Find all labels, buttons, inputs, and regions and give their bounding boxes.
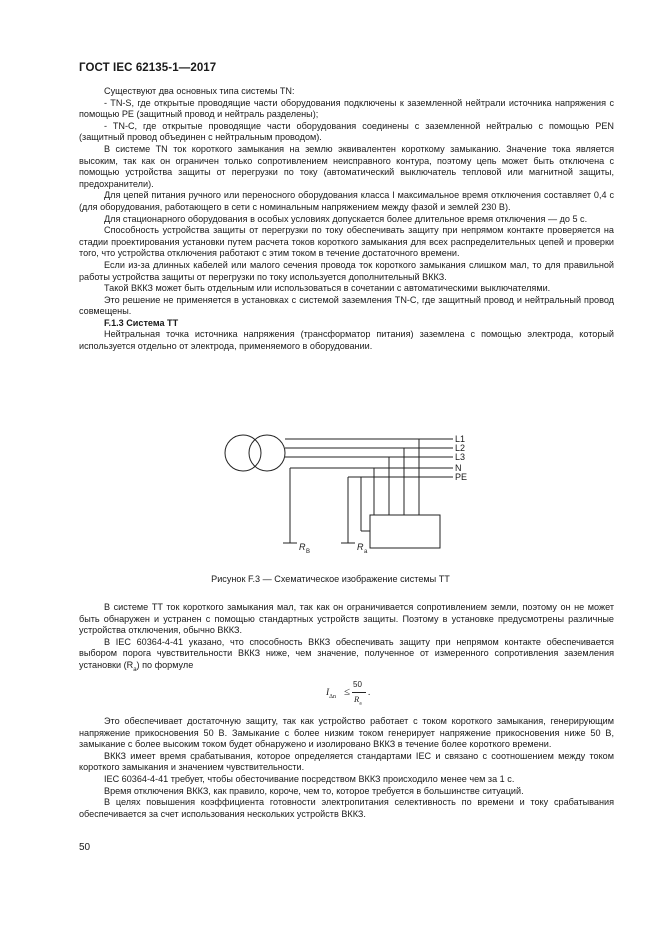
paragraph: В IEC 60364-4-41 указано, что способность ВККЗ обеспечивать защиту при непрямом контакте обеспечивается выбором порога чувствительности ВККЗ ниже, чем значение, полученное от измеренного сопротивления заземления установки $(R_a)$ по формуле [79, 636, 614, 673]
label-rb: R [299, 542, 306, 552]
paragraph: IEC 60364-4-41 требует, чтобы обесточивание посредством ВККЗ происходило менее чем за 1 с. [104, 773, 515, 784]
text-block-3 [79, 716, 614, 820]
section-heading: F.1.3 Система TT [104, 317, 179, 328]
formula-fraction-bar [352, 692, 366, 693]
equipment-enclosure [370, 515, 440, 548]
formula-le-sign: ≤ [344, 686, 351, 698]
paragraph: В системе TT ток короткого замыкания мал, так как он ограничивается сопротивлением земли, поэтому он не может быть обнаружен и устранен с помощью стандартных устройств защиты. Поэтому в установке предусмотрены различные устройства отключения, обычно ВККЗ. [79, 602, 614, 636]
paragraph: Для стационарного оборудования в особых условиях допускается более длительное время отключения — до 5 с. [104, 213, 588, 224]
paragraph: - TN-C, где открытые проводящие части оборудования соединены с заземленной нейтралью с помощью PEN (защитный провод объединен с нейтральным проводом). [79, 120, 614, 143]
figure-caption: Рисунок F.3 — Схематическое изображение системы TT [211, 574, 450, 584]
paragraph: Способность устройства защиты от перегрузки по току обеспечивать защиту при непрямом контакте проверяется на стадии проектирования установки путем расчета токов короткого замыкания для всех распределительных цепей и проверки того, что устройства отключения работают с этим током в течение достаточного времени. [79, 225, 614, 259]
paragraph: ВККЗ имеет время срабатывания, которое определяется стандартами IEC и связано с соотношением между током короткого замыкания и значением чувствительности. [79, 750, 614, 773]
tt-system-diagram [215, 425, 485, 560]
label-rb-sub: B [306, 549, 311, 555]
paragraph: Существуют два основных типа системы TN: [104, 86, 295, 96]
formula-lhs: $I_{\Delta n}$ [326, 688, 337, 700]
transformer-winding-left [225, 435, 261, 471]
paragraph: - TN-S, где открытые проводящие части оборудования подключены к заземленной нейтрали источника напряжения с помощью PE (защитный провод и нейтраль разделены); [79, 97, 614, 120]
label-n: N [455, 463, 462, 473]
paragraph: В системе TN ток короткого замыкания на землю эквивалентен короткому замыканию. Значение тока является высоким, так как он ограничен только сопротивлением неисправного контура, поэтому цепь может быть отключена с помощью устройства защиты от перегрузки по току (автоматический выключатель тепловой или магнитной защиты, предохранители). [79, 143, 614, 189]
label-l3: L3 [455, 452, 466, 462]
paragraph: Это обеспечивает достаточную защиту, так как устройство работает с током короткого замыкания, генерирующим напряжение прикосновения 50 В. Замыкание с более низким током генерирует напряжение прикосновения ниже 50 В, замыкание с более высоким током будет обнаружено и изолировано ВККЗ в течение более короткого времени. [79, 716, 614, 750]
paragraph: Такой ВККЗ может быть отдельным или использоваться в сочетании с автоматическими выключателями. [104, 283, 551, 294]
paragraph: Это решение не применяется в установках с системой заземления TN-C, где защитный провод и нейтральный провод совмещены. [79, 294, 614, 317]
document-header: ГОСТ IEC 62135-1—2017 [79, 62, 217, 74]
paragraph: Если из-за длинных кабелей или малого сечения провода ток короткого замыкания слишком мал, то для правильной работы устройства защиты от перегрузки по току используется дополнительный ВККЗ. [79, 259, 614, 282]
paragraph: Для цепей питания ручного или переносного оборудования класса I максимальное время отключения составляет 0,4 с (для оборудования, работающего в сети с номинальным напряжением между фазой и землей 230 В). [79, 190, 614, 212]
formula-end: . [368, 687, 371, 697]
paragraph: Нейтральная точка источника напряжения (трансформатор питания) заземлена с помощью электрода, который используется отдельно от электрода, применяемого в оборудовании. [79, 329, 614, 352]
label-ra: R [357, 542, 364, 552]
transformer-winding-right [249, 435, 285, 471]
text-block-2 [79, 602, 614, 676]
label-l1: L1 [455, 434, 466, 444]
label-l2: L2 [455, 443, 466, 453]
paragraph: Время отключения ВККЗ, как правило, короче, чем то, которое требуется в большинстве ситуаций. [104, 785, 524, 796]
label-ra-sub: a [364, 549, 368, 555]
text-block-1 [79, 86, 614, 353]
label-pe: PE [455, 472, 468, 482]
formula-denominator: $R_a$ [354, 694, 362, 707]
formula [322, 680, 382, 706]
formula-numerator: 50 [353, 680, 362, 689]
page-number: 50 [79, 842, 91, 853]
paragraph: В целях повышения коэффициента готовности электропитания селективность по времени и току срабатывания обеспечивается за счет использования нескольких устройств ВККЗ. [79, 797, 614, 819]
